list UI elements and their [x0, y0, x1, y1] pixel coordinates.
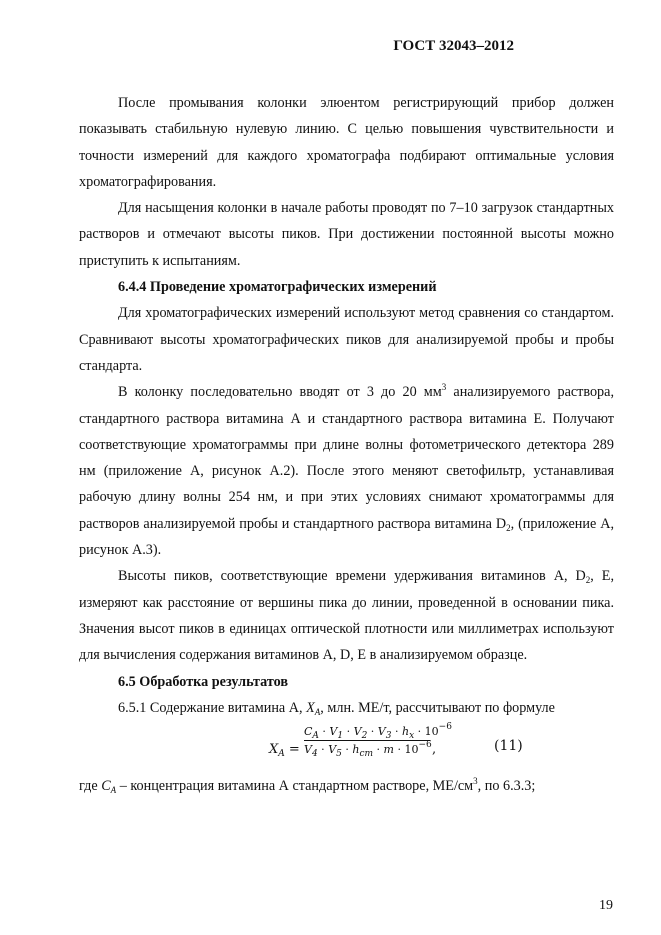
formula — [79, 723, 614, 773]
formula-exponent: −6 — [418, 740, 432, 751]
formula-variable: C — [304, 725, 313, 739]
text-run: 6.5.1 Содержание витамина А, — [118, 699, 307, 716]
formula-operator: · — [317, 743, 329, 757]
subscript: 2 — [506, 522, 511, 533]
formula-variable: V — [329, 725, 338, 739]
formula-lhs-var: X — [269, 742, 279, 758]
formula-subscript: 2 — [361, 731, 368, 742]
paragraph — [79, 563, 614, 668]
variable: C — [101, 778, 111, 795]
formula-number: (11) — [494, 738, 523, 755]
paragraph — [79, 379, 614, 563]
formula-operator: · — [343, 725, 354, 739]
variable-subscript: A — [314, 706, 321, 717]
formula-numerator — [304, 722, 452, 742]
document-header: ГОСТ 32043–2012 — [393, 38, 514, 54]
text-run: Высоты пиков, соответствующие времени удерживания витаминов А, D — [118, 568, 586, 585]
formula-subscript: x — [409, 731, 415, 742]
formula-variable: h — [401, 725, 410, 739]
formula-equals: = — [284, 742, 300, 758]
formula-denominator — [304, 741, 430, 758]
formula-subscript: 5 — [336, 749, 342, 760]
text-run: , по 6.3.3; — [477, 778, 536, 795]
paragraph: После промывания колонки элюентом регистрирующий прибор должен показывать стабильную нулевую линию. С целью повышения чувствительности и точности измерений для каждого хроматографа подбирают оптимальные условия хроматографирования. — [79, 95, 614, 190]
formula-operator: · — [341, 743, 353, 757]
formula-operator: · — [318, 725, 330, 739]
formula-subscript: 1 — [337, 731, 344, 742]
formula-operator: · — [373, 743, 384, 757]
superscript: 3 — [473, 776, 478, 787]
section-heading: 6.5 Обработка результатов — [118, 673, 289, 690]
text-run: В колонку последовательно вводят от 3 до 20 мм — [118, 384, 442, 401]
variable: X — [306, 699, 315, 716]
paragraph: Для хроматографических измерений используют метод сравнения со стандартом. Сравнивают высоты хроматографических пиков для анализируемой пробы и пробы стандарта. — [79, 305, 614, 374]
formula-subscript: ст — [359, 749, 374, 760]
formula-subscript: 4 — [311, 749, 318, 760]
formula-operator: · 10 — [393, 743, 419, 757]
text-run: , млн. МЕ/т, рассчитывают по формуле — [320, 699, 555, 716]
formula-comma: , — [432, 742, 437, 758]
formula-exponent: −6 — [438, 722, 452, 733]
where-prefix: где — [79, 778, 102, 795]
page-body — [79, 90, 614, 799]
formula-variable: V — [353, 725, 362, 739]
section-heading: 6.4.4 Проведение хроматографических измерений — [118, 279, 437, 296]
formula-lhs-sub: A — [278, 749, 285, 760]
formula-fraction — [304, 722, 452, 760]
formula-variable: h — [352, 743, 360, 757]
formula-operator: · — [367, 725, 378, 739]
text-run: , Е, измеряют как расстояние от вершины пика до линии, проведенной в основании пика. Значения высот пиков в единицах оптической плотности или миллиметрах используют для вычисления содержания витаминов А, D, Е в анализируемом образце. — [79, 568, 614, 664]
definition-line — [79, 773, 614, 799]
paragraph: Для насыщения колонки в начале работы проводят по 7–10 загрузок стандартных растворов и отмечают высоты пиков. При достижении постоянной высоты можно приступить к испытаниям. — [79, 200, 614, 269]
formula-variable: m — [383, 743, 394, 757]
formula-variable: V — [328, 743, 337, 757]
formula-subscript: 3 — [385, 731, 392, 742]
formula-lhs — [269, 737, 300, 763]
formula-subscript: A — [312, 731, 319, 742]
page-number: 19 — [599, 898, 613, 913]
superscript: 3 — [441, 382, 447, 393]
subscript: 2 — [585, 575, 591, 586]
text-run: анализируемого раствора, стандартного раствора витамина А и стандартного раствора витамина Е. Получают соответствующие хроматограммы при длине волны фотометрического детектора 289 нм (приложение А, рисунок А.2). После этого меняют светофильтр, устанавливая рабочую длину волны 254 нм, и при этих условиях снимают хроматограммы для растворов анализируемой пробы и стандартного раствора витамина D — [79, 384, 614, 532]
paragraph — [79, 695, 614, 721]
text-run: , (приложение А, рисунок А.3). — [79, 515, 614, 559]
text-run: – концентрация витамина А стандартном растворе, МЕ/см — [116, 778, 474, 795]
formula-operator: · — [391, 725, 402, 739]
formula-variable: V — [304, 743, 312, 757]
formula-variable: V — [377, 725, 386, 739]
variable-subscript: A — [110, 785, 117, 796]
formula-operator: · 10 — [414, 725, 439, 739]
